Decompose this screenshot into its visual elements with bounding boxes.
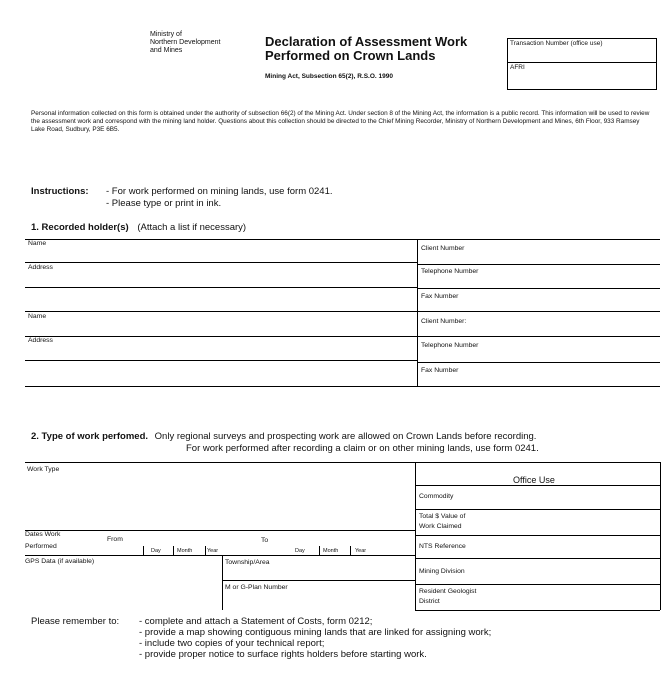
client-number-field-2[interactable]: Client Number: [421,318,467,325]
dates-work-label: Dates Work [25,531,61,538]
column-divider [222,555,223,610]
ministry-line: Northern Development [150,39,221,46]
gps-field[interactable]: GPS Data (if available) [25,558,95,565]
ministry-line: and Mines [150,47,183,54]
section-2-line-1: Only regional surveys and prospecting work are allowed on Crown Lands before recording. [154,431,537,442]
row-divider [25,336,417,337]
title-line-2: Performed on Crown Lands [265,48,436,63]
mplan-field[interactable]: M or G-Plan Number [225,584,288,591]
row-divider [417,362,660,363]
reminder-item: - complete and attach a Statement of Costs, form 0212; [139,616,373,627]
row-divider [417,288,660,289]
telephone-field-1[interactable]: Telephone Number [421,268,479,275]
row-divider [25,360,417,361]
section-2-heading [31,431,671,455]
recorded-holders-table [25,239,660,387]
row-divider [417,264,660,265]
row-divider [415,558,660,559]
reminder-list [139,616,619,660]
row-divider [25,530,415,531]
row-divider [222,580,415,581]
section-2-line-2: For work performed after recording a claim or on other mining lands, use form 0241. [186,443,539,454]
resident-geologist-label-2: District [419,598,440,605]
township-field[interactable]: Township/Area [225,559,270,566]
to-label: To [261,537,269,544]
instruction-1: - For work performed on mining lands, use form 0241. [106,186,333,197]
row-divider [25,262,417,263]
row-divider [415,509,660,510]
transaction-box [507,38,657,90]
transaction-number-field[interactable]: Transaction Number (office use) [508,39,656,63]
nts-field[interactable]: NTS Reference [419,543,466,550]
row-divider [415,535,660,536]
row-divider [25,287,417,288]
mining-division-field[interactable]: Mining Division [419,568,465,575]
reminder-item: - provide a map showing contiguous mining lands that are linked for assigning work; [139,627,492,638]
address-field-1[interactable]: Address [28,264,53,271]
reminder-item: - include two copies of your technical report; [139,638,325,649]
work-type-table [25,462,660,612]
from-day-field[interactable]: Day [151,548,161,554]
reminders [31,616,492,660]
to-month-field[interactable]: Month [323,548,339,554]
office-use-heading: Office Use [513,475,555,485]
fax-field-2[interactable]: Fax Number [421,367,459,374]
row-divider [415,485,660,486]
afri-field[interactable]: AFRI [510,64,525,71]
form-title [265,35,467,63]
row-divider [415,610,660,611]
instruction-2: - Please type or print in ink. [106,198,222,209]
ministry-name [150,31,260,55]
total-value-label-1: Total $ Value of [419,513,466,520]
commodity-field[interactable]: Commodity [419,493,454,500]
from-month-field[interactable]: Month [177,548,193,554]
form-subtitle: Mining Act, Subsection 65(2), R.S.O. 1990 [265,73,393,80]
performed-label: Performed [25,543,57,550]
ministry-line: Ministry of [150,31,182,38]
row-divider [25,555,415,556]
telephone-field-2[interactable]: Telephone Number [421,342,479,349]
from-year-field[interactable]: Year [207,548,219,554]
date-divider [205,546,206,555]
column-divider [417,240,418,387]
instructions-label: Instructions: [31,186,89,197]
date-divider [173,546,174,555]
to-year-field[interactable]: Year [355,548,367,554]
section-1-title: 1. Recorded holder(s) [31,222,129,233]
instructions [31,186,333,209]
resident-geologist-label-1: Resident Geologist [419,588,477,595]
remember-label: Please remember to: [31,616,120,627]
work-type-field[interactable]: Work Type [27,466,60,473]
section-1-heading [31,222,246,233]
name-field-2[interactable]: Name [28,313,47,320]
row-divider [417,336,660,337]
date-divider [350,546,351,555]
to-day-field[interactable]: Day [295,548,305,554]
section-1-note: (Attach a list if necessary) [137,222,247,233]
row-divider [25,386,660,387]
column-divider [660,462,661,610]
client-number-field-1[interactable]: Client Number [421,245,465,252]
address-field-2[interactable]: Address [28,337,53,344]
from-label: From [107,536,123,543]
row-divider [25,462,660,463]
date-divider [143,546,144,555]
total-value-label-2: Work Claimed [419,523,462,530]
fax-field-1[interactable]: Fax Number [421,293,459,300]
row-divider [25,311,660,312]
section-2-title: 2. Type of work perfomed. [31,431,149,442]
row-divider [415,584,660,585]
date-divider [319,546,320,555]
name-field-1[interactable]: Name [28,240,47,247]
reminder-item: - provide proper notice to surface rights holders before starting work. [139,649,427,660]
title-line-1: Declaration of Assessment Work [265,34,468,49]
privacy-notice: Personal information collected on this form is obtained under the authority of subsection 66(2) of the Mining Act. Under section 8 of the Mining Act, the information is a public record. This information will be used to review the assessment work and correspond with the mining land holder. Questions about this collection should be directed to the Chief Mining Recorder, Ministry of Northern Development and Mines, 6th Floor, 933 Ramsey Lake Road, Sudbury, P3E 6B5. [31,110,650,134]
